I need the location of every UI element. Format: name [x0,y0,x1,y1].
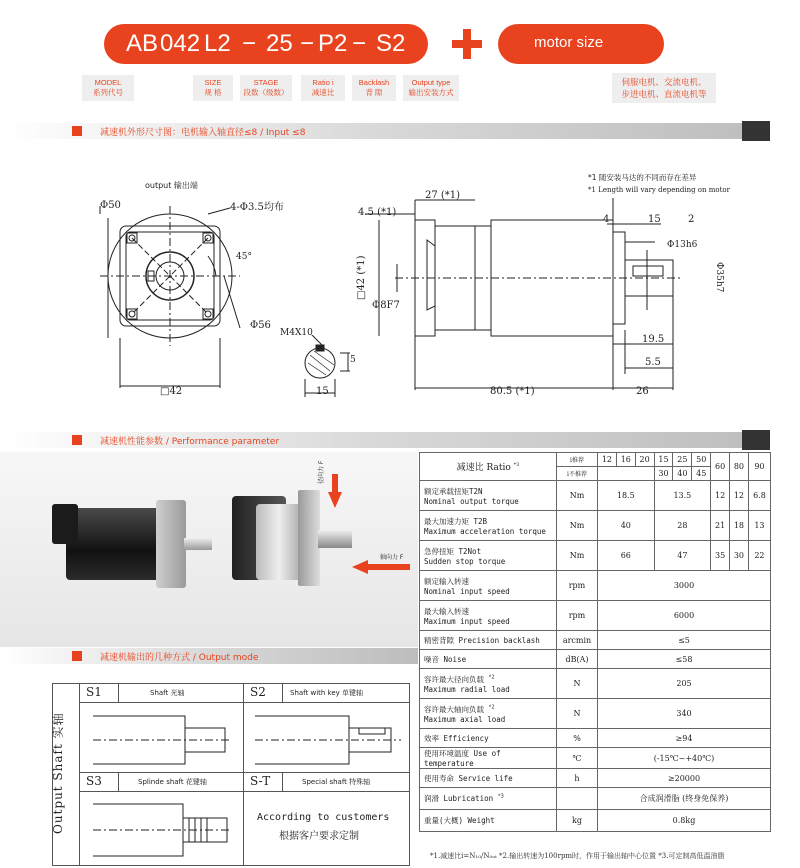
param-value: 28 [654,511,711,541]
axial-force-stem [366,564,410,570]
code-output-type: S2 [376,30,406,57]
code-size: 042 [160,30,201,57]
param-label [420,541,557,571]
s2-desc: Shaft with key 单键轴 [290,689,364,697]
param-cn: 重量(大概) Weight [424,816,495,825]
param-cn-text: 容许最大轴向负载 [424,704,484,714]
section-title: 减速机性能参数 / Performance parameter [100,437,280,447]
ratio-cell: 12 [598,453,617,467]
param-unit: Nm [557,541,598,571]
tag-cn: 段数（级数） [243,88,289,97]
param-value: 合成润滑脂 (终身免保养) [598,788,771,810]
param-cn [424,704,554,715]
ratio-cell: 80 [730,453,749,481]
param-value: 18 [730,511,749,541]
motor-connector-image [52,504,78,544]
s1-desc: Shaft 光轴 [150,689,185,697]
param-value: ≥20000 [598,769,771,788]
param-cn: 使用环境温度 Use of temperature [424,749,501,768]
param-value: 40 [598,511,655,541]
ratio-recommended-label: i推荐 [557,453,598,467]
section-bar-dimensions [0,123,770,139]
radial-force-stem [332,474,338,494]
param-en: Maximum acceleration torque [424,526,546,536]
ratio-cell: 50 [692,453,711,467]
param-value: ≤58 [598,650,771,669]
code-dash: − [352,30,367,57]
dim-d13: Φ13h6 [667,240,698,250]
s2-code: S2 [250,685,266,699]
radial-force-label: 径向力 F [318,460,325,484]
gearbox-flange-image [298,490,320,586]
param-value: 35 [711,541,730,571]
param-label [420,481,557,511]
tag-cn: 系列代号 [93,88,123,97]
ratio-header [420,453,557,481]
param-en: Nominal output torque [424,496,519,506]
code-dash: − [300,30,315,57]
footnotes: *1.减速比i=N₁₀/N₀ᵤₜ *2.输出转速为100rpm时，作用于输出轴中心位置 *3.可定制高低温油脂 [430,852,725,860]
param-value: 30 [730,541,749,571]
param-cn: 最大加速力矩 T2B [424,516,488,526]
tag-en: STAGE [253,78,279,87]
model-code-pill [104,24,428,64]
s3-desc: Splinde shaft 花键轴 [138,778,207,786]
section-end-block [742,121,770,141]
dim-d56: Φ56 [250,320,271,331]
param-en: Sudden stop torque [424,556,506,566]
param-unit: dB(A) [557,650,598,669]
dim-holes: 4-Φ3.5均布 [230,202,284,213]
dim-27: 27 (*1) [425,190,461,201]
param-value: 47 [654,541,711,571]
dim-d35: Φ35h7 [714,262,724,293]
param-label [420,571,557,601]
code-ratio: 25 [266,30,293,57]
param-en: Maximum axial load [424,714,506,724]
custom-text-en: According to customers [257,812,390,823]
plus-icon [452,29,482,59]
dim-19-5: 19.5 [642,334,665,345]
s3-shaft-drawing [93,800,233,860]
section-marker [72,651,82,661]
s2-shaft-drawing [255,712,405,768]
param-unit: arcmin [557,631,598,650]
param-unit: N [557,699,598,729]
tag-motor-types [612,73,716,103]
dim-4: 4 [603,214,610,225]
ratio-empty [598,467,655,481]
param-cn: 精密背隙 Precision backlash [424,635,540,645]
motor-flange-image [156,500,186,588]
tag-model [82,75,134,101]
front-view-drawing [90,188,300,408]
param-label [420,769,557,788]
param-value: 6000 [598,601,771,631]
param-cn: 额定承载扭矩T2N [424,486,483,496]
dim-80-5: 80.5 (*1) [490,386,535,397]
motor-types-line: 伺服电机、交流电机、 [621,77,707,87]
param-label [420,669,557,699]
gearbox-shaft-image [318,530,352,548]
param-value: 340 [598,699,771,729]
dim-4-5: 4.5 (*1) [358,207,397,218]
tag-cn: 背 隙 [365,88,383,97]
param-cn: 使用寿命 Service life [424,773,513,783]
side-view-drawing [355,190,685,405]
tag-backlash [352,75,396,101]
ratio-cell: 60 [711,453,730,481]
st-desc: Special shaft 特殊轴 [302,778,371,786]
param-unit: % [557,729,598,748]
s1-shaft-drawing [93,712,233,768]
param-label [420,699,557,729]
param-en: Maximum input speed [424,616,510,626]
param-label [420,601,557,631]
param-value: 0.8kg [598,810,771,832]
param-unit: kg [557,810,598,832]
s2-divider [282,684,283,702]
section-title: 减速机外形尺寸图：电机输入轴直径≤8 / Input ≤8 [100,128,306,138]
st-divider [282,773,283,791]
ratio-cell: 20 [635,453,654,467]
section-end-block [742,430,770,450]
ratio-star: *3 [513,462,520,468]
param-unit [557,788,598,810]
output-end-label: output 输出端 [145,181,198,190]
tag-cn: 减速比 [311,88,335,97]
param-label [420,810,557,832]
param-value: 6.8 [748,481,770,511]
tag-ratio [301,75,345,101]
section-title: 减速机输出的几种方式 / Output mode [100,653,259,663]
dim-sq42-side: □42 (*1) [356,255,367,300]
code-dash: − [242,30,257,57]
param-value: 22 [748,541,770,571]
param-value: 205 [598,669,771,699]
dim-26: 26 [636,386,649,397]
param-value: 3000 [598,571,771,601]
s1-header [80,684,243,703]
dim-five: 5 [350,355,356,365]
param-cn [424,793,554,804]
radial-force-arrow [328,492,342,508]
s1-divider [118,684,119,702]
param-unit: Nm [557,511,598,541]
param-unit: rpm [557,571,598,601]
drawing-note-cn: *1 随安装马达的不同而存在差异 [588,173,697,182]
performance-table [419,452,771,832]
dim-d50: Φ50 [100,200,121,211]
dim-2: 2 [688,214,695,225]
param-en: Nominal input speed [424,586,510,596]
param-value: ≤5 [598,631,771,650]
ratio-not-recommended-label: i不推荐 [557,467,598,481]
param-value: 12 [711,481,730,511]
param-label [420,788,557,810]
tag-en: MODEL [94,78,122,87]
param-value: 12 [730,481,749,511]
dim-sq42: □42 [160,386,183,397]
tag-en: SIZE [204,78,222,87]
param-cn: 额定输入转速 [424,576,469,586]
tag-en: Ratio i [312,78,334,87]
param-value: 13.5 [654,481,711,511]
param-cn [424,674,554,685]
motor-shaft-image [184,538,212,550]
param-unit: ℃ [557,748,598,769]
output-shaft-side-label: Output Shaft 实轴 [51,712,65,834]
section-bar-output-mode [0,648,418,664]
st-code: S-T [250,774,271,788]
tag-output-type [403,75,459,101]
dim-angle: 45° [236,252,252,262]
param-star: *2 [488,704,495,710]
st-header [244,773,409,792]
param-unit: N [557,669,598,699]
tag-en: Output type [411,78,451,87]
param-label [420,511,557,541]
param-value: 13 [748,511,770,541]
param-label [420,729,557,748]
tag-cn: 输出安装方式 [408,88,454,97]
param-label [420,748,557,769]
param-value: 21 [711,511,730,541]
motor-size-label: motor size [534,34,604,51]
s2-header [244,684,409,703]
axial-force-label: 轴向力 F [380,554,404,561]
param-label [420,631,557,650]
s3-header [80,773,243,792]
motor-size-pill [498,24,664,64]
ratio-cell: 40 [673,467,692,481]
param-unit: Nm [557,481,598,511]
ratio-cell: 15 [654,453,673,467]
tag-size [193,75,233,101]
param-value: (-15℃~+40℃) [598,748,771,769]
param-cn: 效率 Efficiency [424,733,489,743]
ratio-cell: 30 [654,467,673,481]
output-mode-panel [52,683,410,866]
param-cn: 最大输入转速 [424,606,469,616]
gearbox-housing-image [256,504,302,580]
param-star: *3 [497,793,504,800]
param-value: 18.5 [598,481,655,511]
dim-fifteen: 15 [316,386,329,397]
dim-15: 15 [648,214,661,225]
section-bar-performance [0,432,770,448]
param-unit: rpm [557,601,598,631]
param-star: *2 [488,674,495,680]
tag-stage [240,75,292,101]
param-value: 66 [598,541,655,571]
param-unit: h [557,769,598,788]
drawing-note-en: *1 Length will vary depending on motor [588,186,730,194]
product-photo [0,452,418,647]
param-cn: 急停扭矩 T2Not [424,546,482,556]
param-value: ≥94 [598,729,771,748]
ratio-label: 减速比 Ratio [456,463,511,473]
s3-divider [118,773,119,791]
motor-types-line: 步进电机、直流电机等 [621,89,707,99]
dim-d8: Φ8F7 [372,300,400,311]
tag-en: Backlash [358,78,390,87]
ratio-cell: 90 [748,453,770,481]
param-cn-text: 润滑 Lubrication [424,794,494,803]
param-label [420,650,557,669]
dim-m4: M4X10 [280,328,313,338]
param-cn: 噪音 Noise [424,654,467,664]
code-series: AB [126,30,159,57]
s1-code: S1 [86,685,102,699]
custom-text-cn: 根据客户要求定制 [279,831,359,842]
s3-code: S3 [86,774,102,788]
ratio-cell: 45 [692,467,711,481]
dim-5-5: 5.5 [645,357,661,368]
param-cn-text: 容许最大径向负载 [424,674,484,684]
section-marker [72,435,82,445]
code-stage: L2 [204,30,231,57]
tag-cn: 规 格 [204,88,222,97]
section-marker [72,126,82,136]
param-en: Maximum radial load [424,684,510,694]
ratio-cell: 25 [673,453,692,467]
code-backlash: P2 [318,30,348,57]
ratio-cell: 16 [616,453,635,467]
